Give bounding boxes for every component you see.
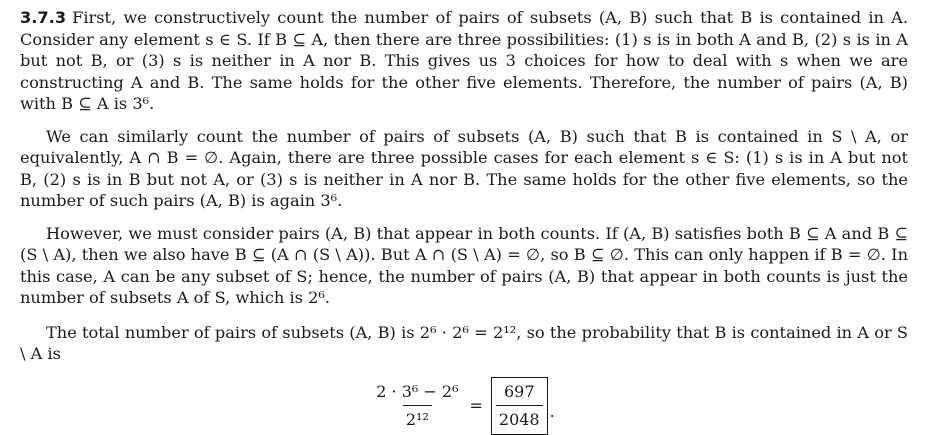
answer-fraction [496,381,543,431]
expression-numerator: 2 · 3⁶ − 2⁶ [376,381,459,401]
paragraph-2: We can similarly count the number of pairs of subsets (A, B) such that B is contained in S \ A, or equivalently, A ∩ B = ∅. Again, there are three possible cases for each element s ∈ S: (1) s is in A but not B, (2) s is in B but not A, or (3) s is neither in A nor B. The same holds for the other five elements, so the number of such pairs (A, B) is again 3⁶. [20,126,908,210]
paragraph-3: However, we must consider pairs (A, B) that appear in both counts. If (A, B) satisfies both B ⊆ A and B ⊆ (S \ A), then we also have B ⊆ (A ∩ (S \ A)). But A ∩ (S \ A) = ∅, so B ⊆ ∅. This can only happen if B = ∅. In this case, A can be any subset of S; hence, the number of pairs (A, B) that appear in both counts is just the number of subsets A of S, which is 2⁶. [20,223,908,307]
expression-denominator: 2¹² [403,405,432,431]
expression-fraction [373,381,461,431]
paragraph-1 [20,7,908,115]
answer-numerator: 697 [503,381,535,401]
section-label: 3.7.3 [20,8,67,27]
paragraph-1-text: First, we constructively count the number of pairs of subsets (A, B) such that B is contained in A. Consider any element s ∈ S. If B ⊆ A, then there are three possibilities: (1) s is in both A and B, (2) s is in A but not B, or (3) s is neither in A nor B. This gives us 3 choices for how to deal with s when we are constructing A and B. The same holds for the other five elements. Therefore, the number of pairs (A, B) with B ⊆ A is 3⁶. [20,8,908,113]
answer-box [491,377,548,435]
paragraph-4: The total number of pairs of subsets (A, B) is 2⁶ · 2⁶ = 2¹², so the probability that B is contained in A or S \ A is [20,322,908,363]
end-period: . [549,402,555,421]
equals-sign: = [469,395,483,415]
probability-equation [20,377,908,435]
answer-denominator: 2048 [496,405,543,431]
